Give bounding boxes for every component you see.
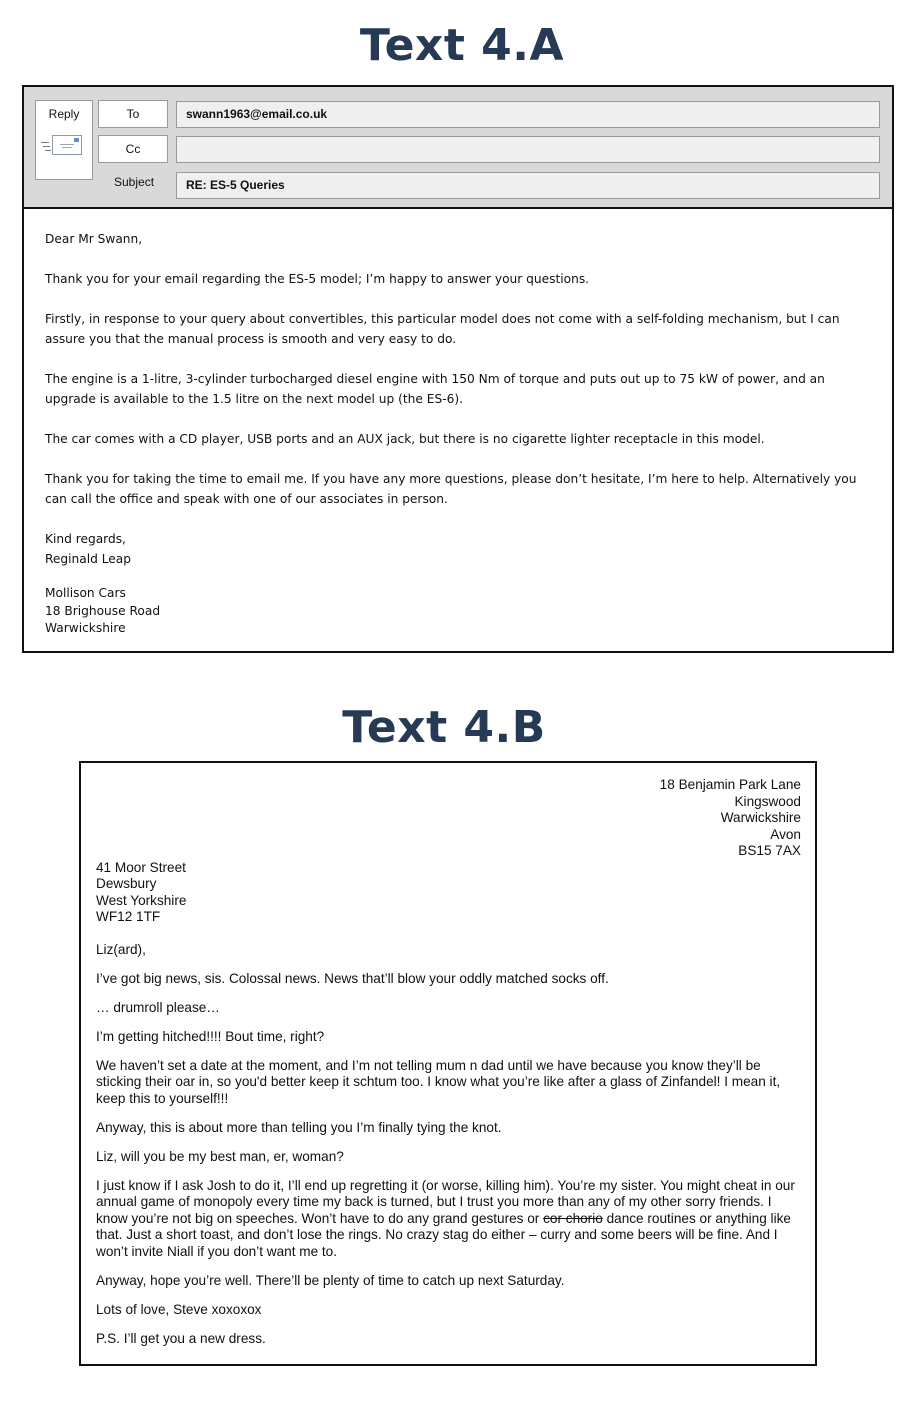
heading-text-4b: Text 4.B: [342, 702, 546, 753]
struck-through-text: cor chorio: [543, 1210, 603, 1226]
company-county: Warwickshire: [45, 621, 126, 635]
sender-address-line: Avon: [770, 826, 801, 842]
company-street: 18 Brighouse Road: [45, 603, 161, 618]
letter-closing: Lots of love, Steve xoxoxox: [96, 1301, 262, 1317]
company-name: Mollison Cars: [45, 586, 126, 600]
sender-address-line: BS15 7AX: [738, 843, 801, 858]
letter-paragraph: We haven’t set a date at the moment, and I’m not telling mum n dad until we have because you know they’ll be sticking their oar in, so you'd better keep it schtum too. I know what you’re like after a glass of Zinfandel! I mean it, keep this to yourself!!!: [96, 1057, 781, 1106]
letter-postscript: P.S. I’ll get you a new dress.: [96, 1330, 266, 1346]
email-paragraph: The engine is a 1-litre, 3-cylinder turbocharged diesel engine with 150 Nm of torque and puts out up to 75 kW of power, and an upgrade is available to the 1.5 litre on the next model up (the ES-6).: [45, 372, 825, 406]
subject-field[interactable]: RE: ES-5 Queries: [176, 172, 880, 199]
speed-line-icon: [45, 150, 51, 151]
reply-button[interactable]: [35, 100, 93, 180]
heading-text-4a: Text 4.A: [359, 20, 565, 71]
speed-line-icon: [41, 142, 49, 143]
sender-address-line: 18 Benjamin Park Lane: [659, 777, 801, 792]
recipient-address-line: Dewsbury: [96, 876, 157, 891]
recipient-address-line: WF12 1TF: [96, 909, 161, 924]
subject-label: Subject: [114, 175, 155, 189]
recipient-address-line: West Yorkshire: [96, 892, 187, 908]
letter-paragraph: I’m getting hitched!!!! Bout time, right?: [96, 1028, 325, 1044]
cc-button[interactable]: Cc: [98, 135, 168, 163]
letter-frame: [79, 761, 817, 1366]
to-button[interactable]: To: [98, 100, 168, 128]
sender-address: [96, 777, 801, 860]
letter-paragraph: Liz, will you be my best man, er, woman?: [96, 1148, 344, 1164]
reply-label: Reply: [48, 107, 80, 121]
email-paragraph: Thank you for your email regarding the ES-5 model; I’m happy to answer your questions.: [45, 272, 590, 286]
email-greeting: Dear Mr Swann,: [45, 232, 143, 246]
email-body[interactable]: [45, 229, 875, 638]
sender-address-line: Kingswood: [734, 793, 801, 809]
letter-paragraph: … drumroll please…: [96, 999, 220, 1015]
recipient-address: [96, 860, 801, 926]
speed-line-icon: [43, 146, 50, 147]
email-header: [24, 87, 892, 209]
email-sign-off: Kind regards,: [45, 532, 126, 546]
email-signer: Reginald Leap: [45, 552, 132, 566]
sender-address-line: Warwickshire: [720, 810, 801, 825]
company-address: [45, 585, 875, 638]
letter-content: [96, 777, 801, 1360]
recipient-address-line: 41 Moor Street: [96, 859, 186, 875]
email-paragraph: Thank you for taking the time to email me. If you have any more questions, please don’t hesitate, I’m here to help. Alternatively you can call the office and speak with one of our associates in person.: [45, 472, 857, 506]
letter-paragraph: I’ve got big news, sis. Colossal news. News that’ll blow your oddly matched socks off.: [96, 970, 609, 986]
letter-paragraph: Anyway, this is about more than telling you I’m finally tying the knot.: [96, 1119, 502, 1135]
letter-text: I just know if I ask Josh to do it, I’ll end up regretting it (or worse, killing him). You’re my sister. You might cheat in our annual game of monopoly every time my back is turned, but I trust you more than any of my other sorry friends. I know you’re not big on speeches. Won’t have to do any grand gestures or: [96, 1177, 795, 1226]
to-field[interactable]: swann1963@email.co.uk: [176, 101, 880, 128]
letter-paragraph: [96, 1178, 801, 1261]
letter-text: dance routines or anything like that. Just a short toast, and don’t lose the rings. No crazy stag do either – curry and some beers will be fine. And I won’t invite Niall if you don’t want me to.: [96, 1210, 791, 1259]
email-window: [22, 85, 894, 653]
email-paragraph: The car comes with a CD player, USB ports and an AUX jack, but there is no cigarette lighter receptacle in this model.: [45, 432, 765, 446]
cc-field[interactable]: [176, 136, 880, 163]
letter-salutation: Liz(ard),: [96, 941, 146, 957]
letter-paragraph: Anyway, hope you’re well. There’ll be plenty of time to catch up next Saturday.: [96, 1272, 565, 1288]
email-paragraph: Firstly, in response to your query about convertibles, this particular model does not come with a self-folding mechanism, but I can assure you that the manual process is smooth and very easy to do.: [45, 312, 840, 346]
